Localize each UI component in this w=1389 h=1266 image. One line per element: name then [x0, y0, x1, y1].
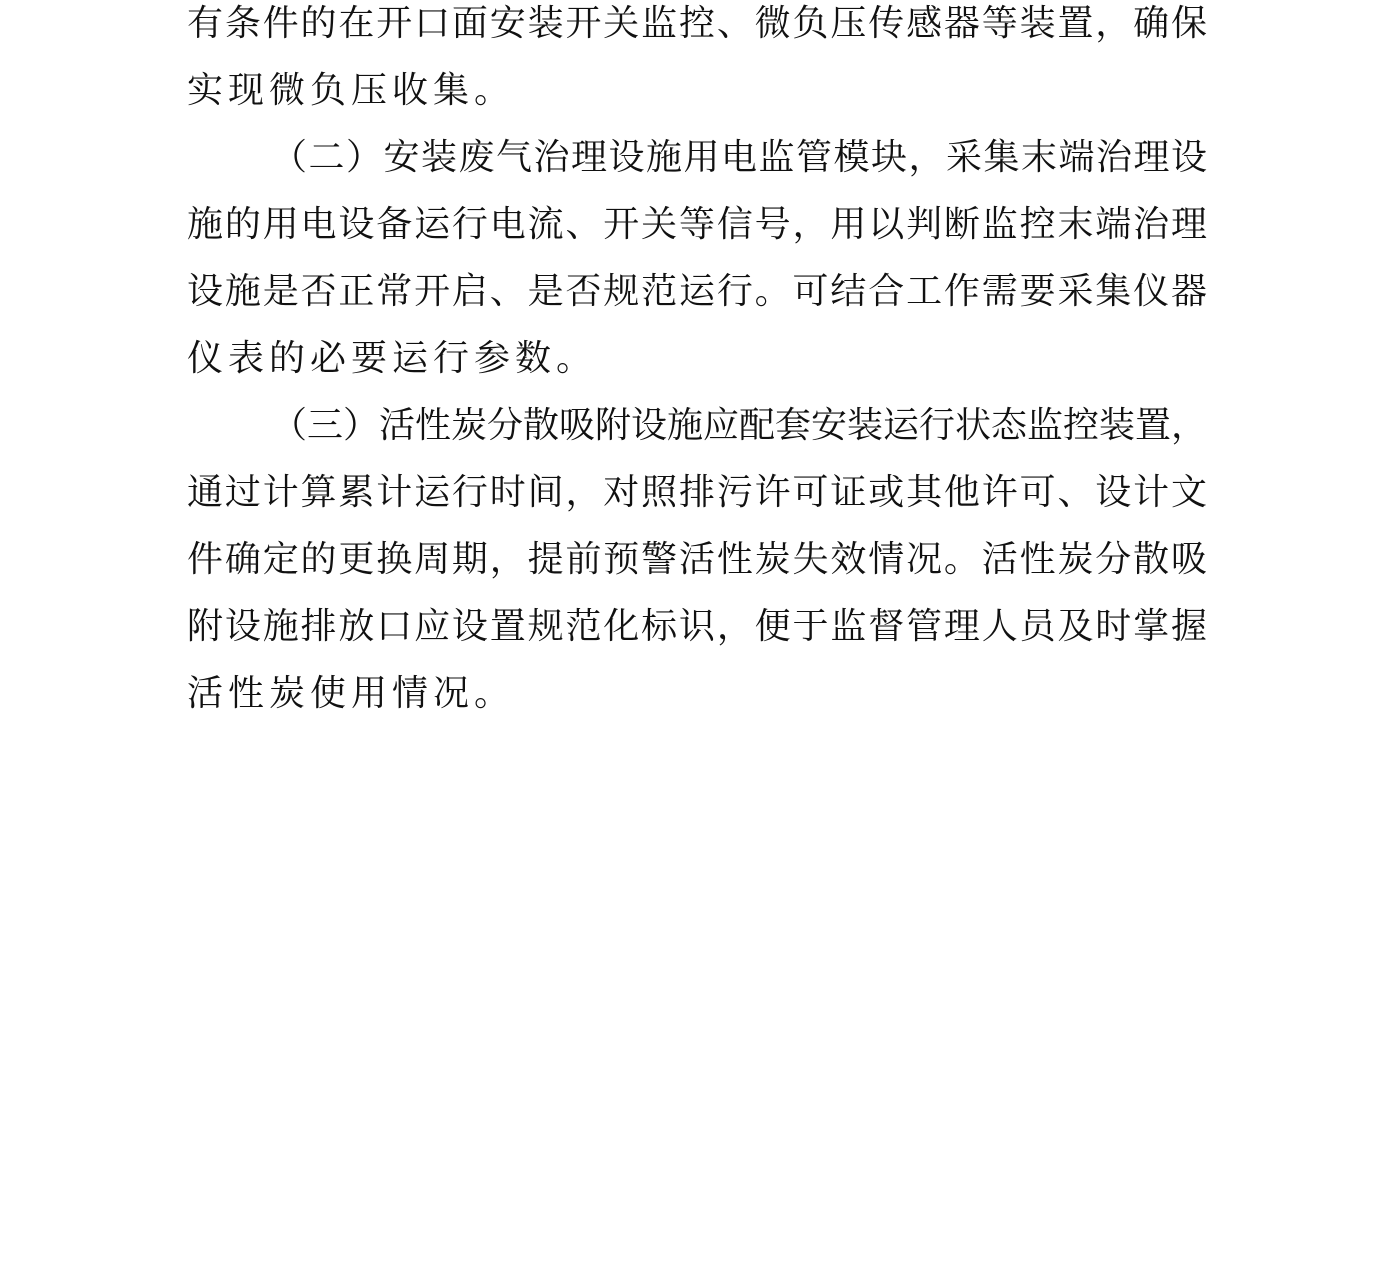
paragraph-2-line-4: 仪表的必要运行参数。: [187, 338, 598, 379]
paragraph-2: [187, 124, 1207, 392]
paragraph-3-line-3: 件确定的更换周期，提前预警活性炭失效情况。活性炭分散吸: [187, 539, 1207, 580]
paragraph-3-line-2: 通过计算累计运行时间，对照排污许可证或其他许可、设计文: [187, 472, 1207, 513]
paragraph-1-line-1: 有条件的在开口面安装开关监控、微负压传感器等装置，确保: [187, 3, 1207, 44]
paragraph-2-line-2: 施的用电设备运行电流、开关等信号，用以判断监控末端治理: [187, 204, 1207, 245]
paragraph-3: [187, 392, 1207, 727]
paragraph-2-line-3: 设施是否正常开启、是否规范运行。可结合工作需要采集仪器: [187, 271, 1207, 312]
document-body: [187, 0, 1207, 727]
paragraph-3-line-5: 活性炭使用情况。: [187, 673, 516, 714]
paragraph-3-line-4: 附设施排放口应设置规范化标识，便于监督管理人员及时掌握: [187, 606, 1207, 647]
paragraph-1-line-2: 实现微负压收集。: [187, 70, 516, 111]
paragraph-3-line-1: （三）活性炭分散吸附设施应配套安装运行状态监控装置，: [271, 405, 1208, 446]
paragraph-2-line-1: （二）安装废气治理设施用电监管模块，采集末端治理设: [271, 137, 1207, 178]
paragraph-1: [187, 0, 1207, 124]
